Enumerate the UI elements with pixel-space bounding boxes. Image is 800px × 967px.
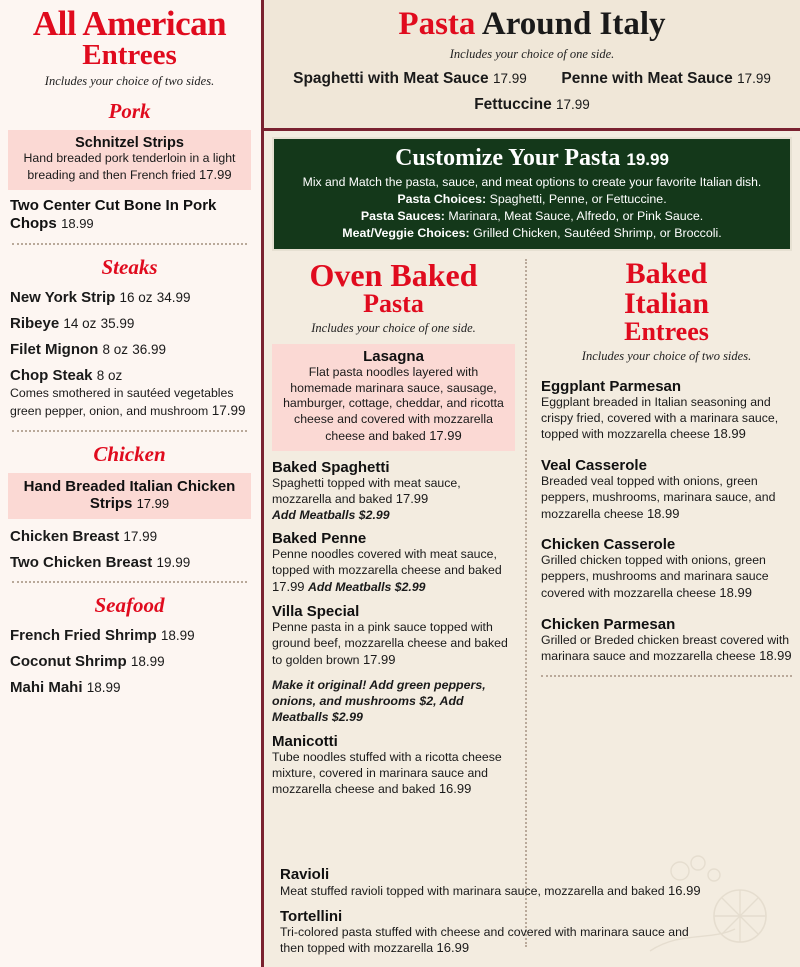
item-name: Schnitzel Strips <box>75 135 184 151</box>
item-desc-text: Flat pasta noodles layered with homemade marinara sauce, sausage, hamburger, cottage, cheddar, and ricotta cheese and covered with mozzarella cheese and baked <box>283 365 504 443</box>
all-american-entrees-column <box>0 0 264 967</box>
menu-item-ravioli <box>280 866 785 900</box>
divider <box>541 675 792 677</box>
left-subtitle: Includes your choice of two sides. <box>44 74 215 88</box>
item-name-text: Hand Breaded Italian Chicken Strips <box>23 477 236 512</box>
pasta-subtitle: Includes your choice of one side. <box>449 47 615 61</box>
menu-item-veal-casserole <box>541 457 792 522</box>
lower-sections <box>264 257 800 947</box>
menu-item-pork-chops <box>10 197 249 233</box>
menu-item-ribeye <box>10 315 249 332</box>
menu-item-chicken-breast <box>10 528 249 545</box>
item-name: Mahi Mahi <box>10 678 83 696</box>
baked-italian-subtitle: Includes your choice of two sides. <box>581 349 752 363</box>
menu-item-filet-mignon <box>10 341 249 358</box>
item-desc-text: Grilled chicken topped with onions, green peppers, mushrooms and marinara sauce covered with mozzarella cheese <box>541 553 769 600</box>
customize-description: Mix and Match the pasta, sauce, and meat options to create your favorite Italian dish. <box>302 175 762 189</box>
item-price: 17.99 <box>272 578 305 594</box>
choice-value: Grilled Chicken, Sautéed Shrimp, or Broccoli. <box>473 226 722 240</box>
item-desc <box>10 386 249 419</box>
item-desc <box>541 633 792 665</box>
item-price: 34.99 <box>156 290 191 306</box>
item-price: 17.99 <box>362 651 396 667</box>
menu-item-manicotti <box>272 733 515 798</box>
featured-item-lasagna <box>272 344 515 451</box>
divider <box>12 243 247 245</box>
item-name: Veal Casserole <box>541 457 647 475</box>
item-desc <box>541 395 792 443</box>
item-size: 8 oz <box>102 342 129 358</box>
item-price: 18.99 <box>130 653 165 669</box>
choice-label: Pasta Choices: <box>397 192 487 206</box>
item-price: 35.99 <box>100 316 135 332</box>
item-size: 16 oz <box>119 290 153 306</box>
item-name: New York Strip <box>10 289 116 307</box>
item-desc-text: Penne noodles covered with meat sauce, topped with mozzarella cheese and baked <box>272 547 502 577</box>
customize-title-text: Customize Your Pasta <box>395 145 621 171</box>
menu-item-two-chicken-breast <box>10 554 249 571</box>
item-desc-text: Spaghetti topped with meat sauce, mozzarella and baked <box>272 475 461 507</box>
item-desc-text: Penne pasta in a pink sauce topped with ground beef, mozzarella cheese and baked to golden brown <box>272 620 508 667</box>
item-name: Chicken Casserole <box>541 536 676 554</box>
item-desc-text: Comes smothered in sautéed vegetables green pepper, onion, and mushroom <box>10 386 234 419</box>
item-price: 16.99 <box>668 882 701 898</box>
item-name: Lasagna <box>363 348 424 365</box>
item-name: Chicken Parmesan <box>541 615 676 633</box>
menu-item-mahi-mahi <box>10 679 249 696</box>
bottom-wide-items <box>280 858 785 957</box>
item-price: 17.99 <box>492 71 527 86</box>
item-name: Ribeye <box>10 315 60 333</box>
item-price: 17.99 <box>199 166 232 182</box>
section-heading-seafood: Seafood <box>94 592 165 617</box>
item-price: 19.99 <box>156 554 191 570</box>
item-price: 17.99 <box>211 403 246 419</box>
item-desc-text: Tri-colored pasta stuffed with cheese and covered with marinara sauce and then topped with mozzarella <box>280 924 689 956</box>
choice-value: Marinara, Meat Sauce, Alfredo, or Pink Sauce. <box>448 209 704 223</box>
item-price: 18.99 <box>61 216 94 232</box>
item-name: Fettuccine <box>474 96 552 113</box>
item-desc <box>272 476 515 508</box>
title-red-part: Pasta <box>398 6 476 42</box>
item-price: 17.99 <box>737 71 771 86</box>
item-desc-text: Breaded veal topped with onions, green peppers, mushrooms, marinara sauce, and mozzarella cheese <box>541 474 776 521</box>
item-desc-text: Hand breaded pork tenderloin in a light breading and then French fried <box>23 151 236 182</box>
pasta-items-row-2 <box>274 96 790 114</box>
baked-italian-entrees-section <box>527 259 792 947</box>
item-addon: Add Meatballs $2.99 <box>272 508 390 523</box>
customize-title <box>282 145 782 172</box>
item-name: Penne with Meat Sauce <box>561 70 733 87</box>
item-desc-text: Grilled or Breded chicken breast covered with marinara sauce and mozzarella cheese <box>541 632 790 664</box>
item-name: Manicotti <box>272 732 338 750</box>
item-desc-text: Eggplant breaded in Italian seasoning and crispy fried, covered with a marinara sauce, topped with mozzarella cheese <box>541 395 779 442</box>
choice-value: Spaghetti, Penne, or Fettuccine. <box>489 192 667 206</box>
item-name: Two Center Cut Bone In Pork Chops <box>10 197 217 233</box>
item-size: 14 oz <box>63 316 97 332</box>
item-name: Ravioli <box>280 865 330 883</box>
pasta-items-row-1 <box>274 70 790 88</box>
divider <box>12 581 247 583</box>
menu-item-new-york-strip <box>10 289 249 306</box>
menu-item-chop-steak <box>10 367 249 419</box>
item-name: Spaghetti with Meat Sauce <box>293 70 489 87</box>
pasta-around-italy-title <box>274 6 790 43</box>
left-title-line2: Entrees <box>82 39 177 71</box>
item-name: Coconut Shrimp <box>10 652 127 670</box>
item-desc <box>541 553 792 601</box>
menu-item-chicken-parmesan <box>541 616 792 665</box>
menu-item-coconut-shrimp <box>10 653 249 670</box>
item-name <box>16 478 243 512</box>
item-price: 16.99 <box>438 781 472 797</box>
left-title-line1: All American <box>32 4 227 43</box>
customize-choice-pasta <box>282 192 782 206</box>
menu-item-french-fried-shrimp <box>10 627 249 644</box>
section-heading-pork: Pork <box>108 99 151 123</box>
item-desc-text: Tube noodles stuffed with a ricotta cheese mixture, covered in marinara sauce and mozzarella cheese and baked <box>272 749 502 797</box>
menu-item-chicken-casserole <box>541 536 792 601</box>
item-name: Two Chicken Breast <box>10 553 153 571</box>
section-heading-chicken: Chicken <box>93 441 166 466</box>
item-price: 18.99 <box>160 627 195 643</box>
customize-choice-sauces <box>282 209 782 223</box>
item-name: Filet Mignon <box>10 341 99 359</box>
oven-baked-subtitle: Includes your choice of one side. <box>311 321 476 335</box>
customize-choice-meat-veggie <box>282 226 782 240</box>
item-price: 17.99 <box>429 427 462 443</box>
item-price: 17.99 <box>395 491 429 507</box>
baked-italian-title-line3: Entrees <box>624 317 709 346</box>
section-heading-steaks: Steaks <box>101 255 158 280</box>
item-desc <box>272 750 515 798</box>
item-name: Chicken Breast <box>10 527 120 545</box>
item-price: 17.99 <box>136 495 170 511</box>
item-desc <box>541 474 792 522</box>
item-desc <box>280 925 700 957</box>
menu-item-villa-special <box>272 603 515 668</box>
item-name: Chop Steak <box>10 367 93 385</box>
item-price: 17.99 <box>123 528 158 544</box>
choice-label: Pasta Sauces: <box>360 209 445 223</box>
baked-italian-title-line1: Baked <box>625 257 708 290</box>
item-price: 36.99 <box>132 342 166 358</box>
item-name: Tortellini <box>280 907 343 925</box>
item-price: 18.99 <box>646 505 680 521</box>
item-price: 18.99 <box>719 584 752 600</box>
item-addon: Add Meatballs $2.99 <box>307 579 426 594</box>
menu-item-eggplant-parmesan <box>541 378 792 443</box>
item-name: Eggplant Parmesan <box>541 378 682 395</box>
customize-your-pasta-banner <box>272 137 792 251</box>
oven-baked-title-line2: Pasta <box>363 289 424 318</box>
item-price: 18.99 <box>713 426 746 442</box>
item-desc <box>278 365 509 445</box>
oven-baked-title-line1: Oven Baked <box>309 257 478 293</box>
make-it-original-note: Make it original! Add green peppers, onions, and mushrooms $2, Add Meatballs $2.99 <box>272 677 486 724</box>
menu-item-baked-spaghetti <box>272 459 515 522</box>
item-price: 18.99 <box>86 679 121 695</box>
item-desc <box>280 883 785 900</box>
item-name: Baked Penne <box>272 530 367 548</box>
menu-item-baked-penne <box>272 530 515 595</box>
item-name: Baked Spaghetti <box>272 458 390 476</box>
featured-item-chicken-strips <box>8 473 251 519</box>
item-name: Villa Special <box>272 603 360 621</box>
item-name: French Fried Shrimp <box>10 626 157 644</box>
pasta-around-italy-section <box>264 0 800 131</box>
baked-italian-title-line2: Italian <box>623 287 710 320</box>
item-price: 18.99 <box>759 648 792 664</box>
title-black-part: Around Italy <box>481 6 666 42</box>
item-price: 16.99 <box>436 940 470 956</box>
item-desc <box>272 620 515 668</box>
right-column <box>264 0 800 967</box>
oven-baked-pasta-section <box>272 259 527 947</box>
item-desc <box>16 151 243 183</box>
item-desc-text: Meat stuffed ravioli topped with marinara sauce, mozzarella and baked <box>280 883 665 898</box>
featured-item-schnitzel-strips <box>8 130 251 190</box>
menu-item-tortellini <box>280 908 785 957</box>
choice-label: Meat/Veggie Choices: <box>342 226 470 240</box>
item-size: 8 oz <box>96 368 123 384</box>
item-desc <box>272 547 515 595</box>
customize-price: 19.99 <box>626 150 669 169</box>
item-price: 17.99 <box>556 97 590 112</box>
divider <box>12 430 247 432</box>
